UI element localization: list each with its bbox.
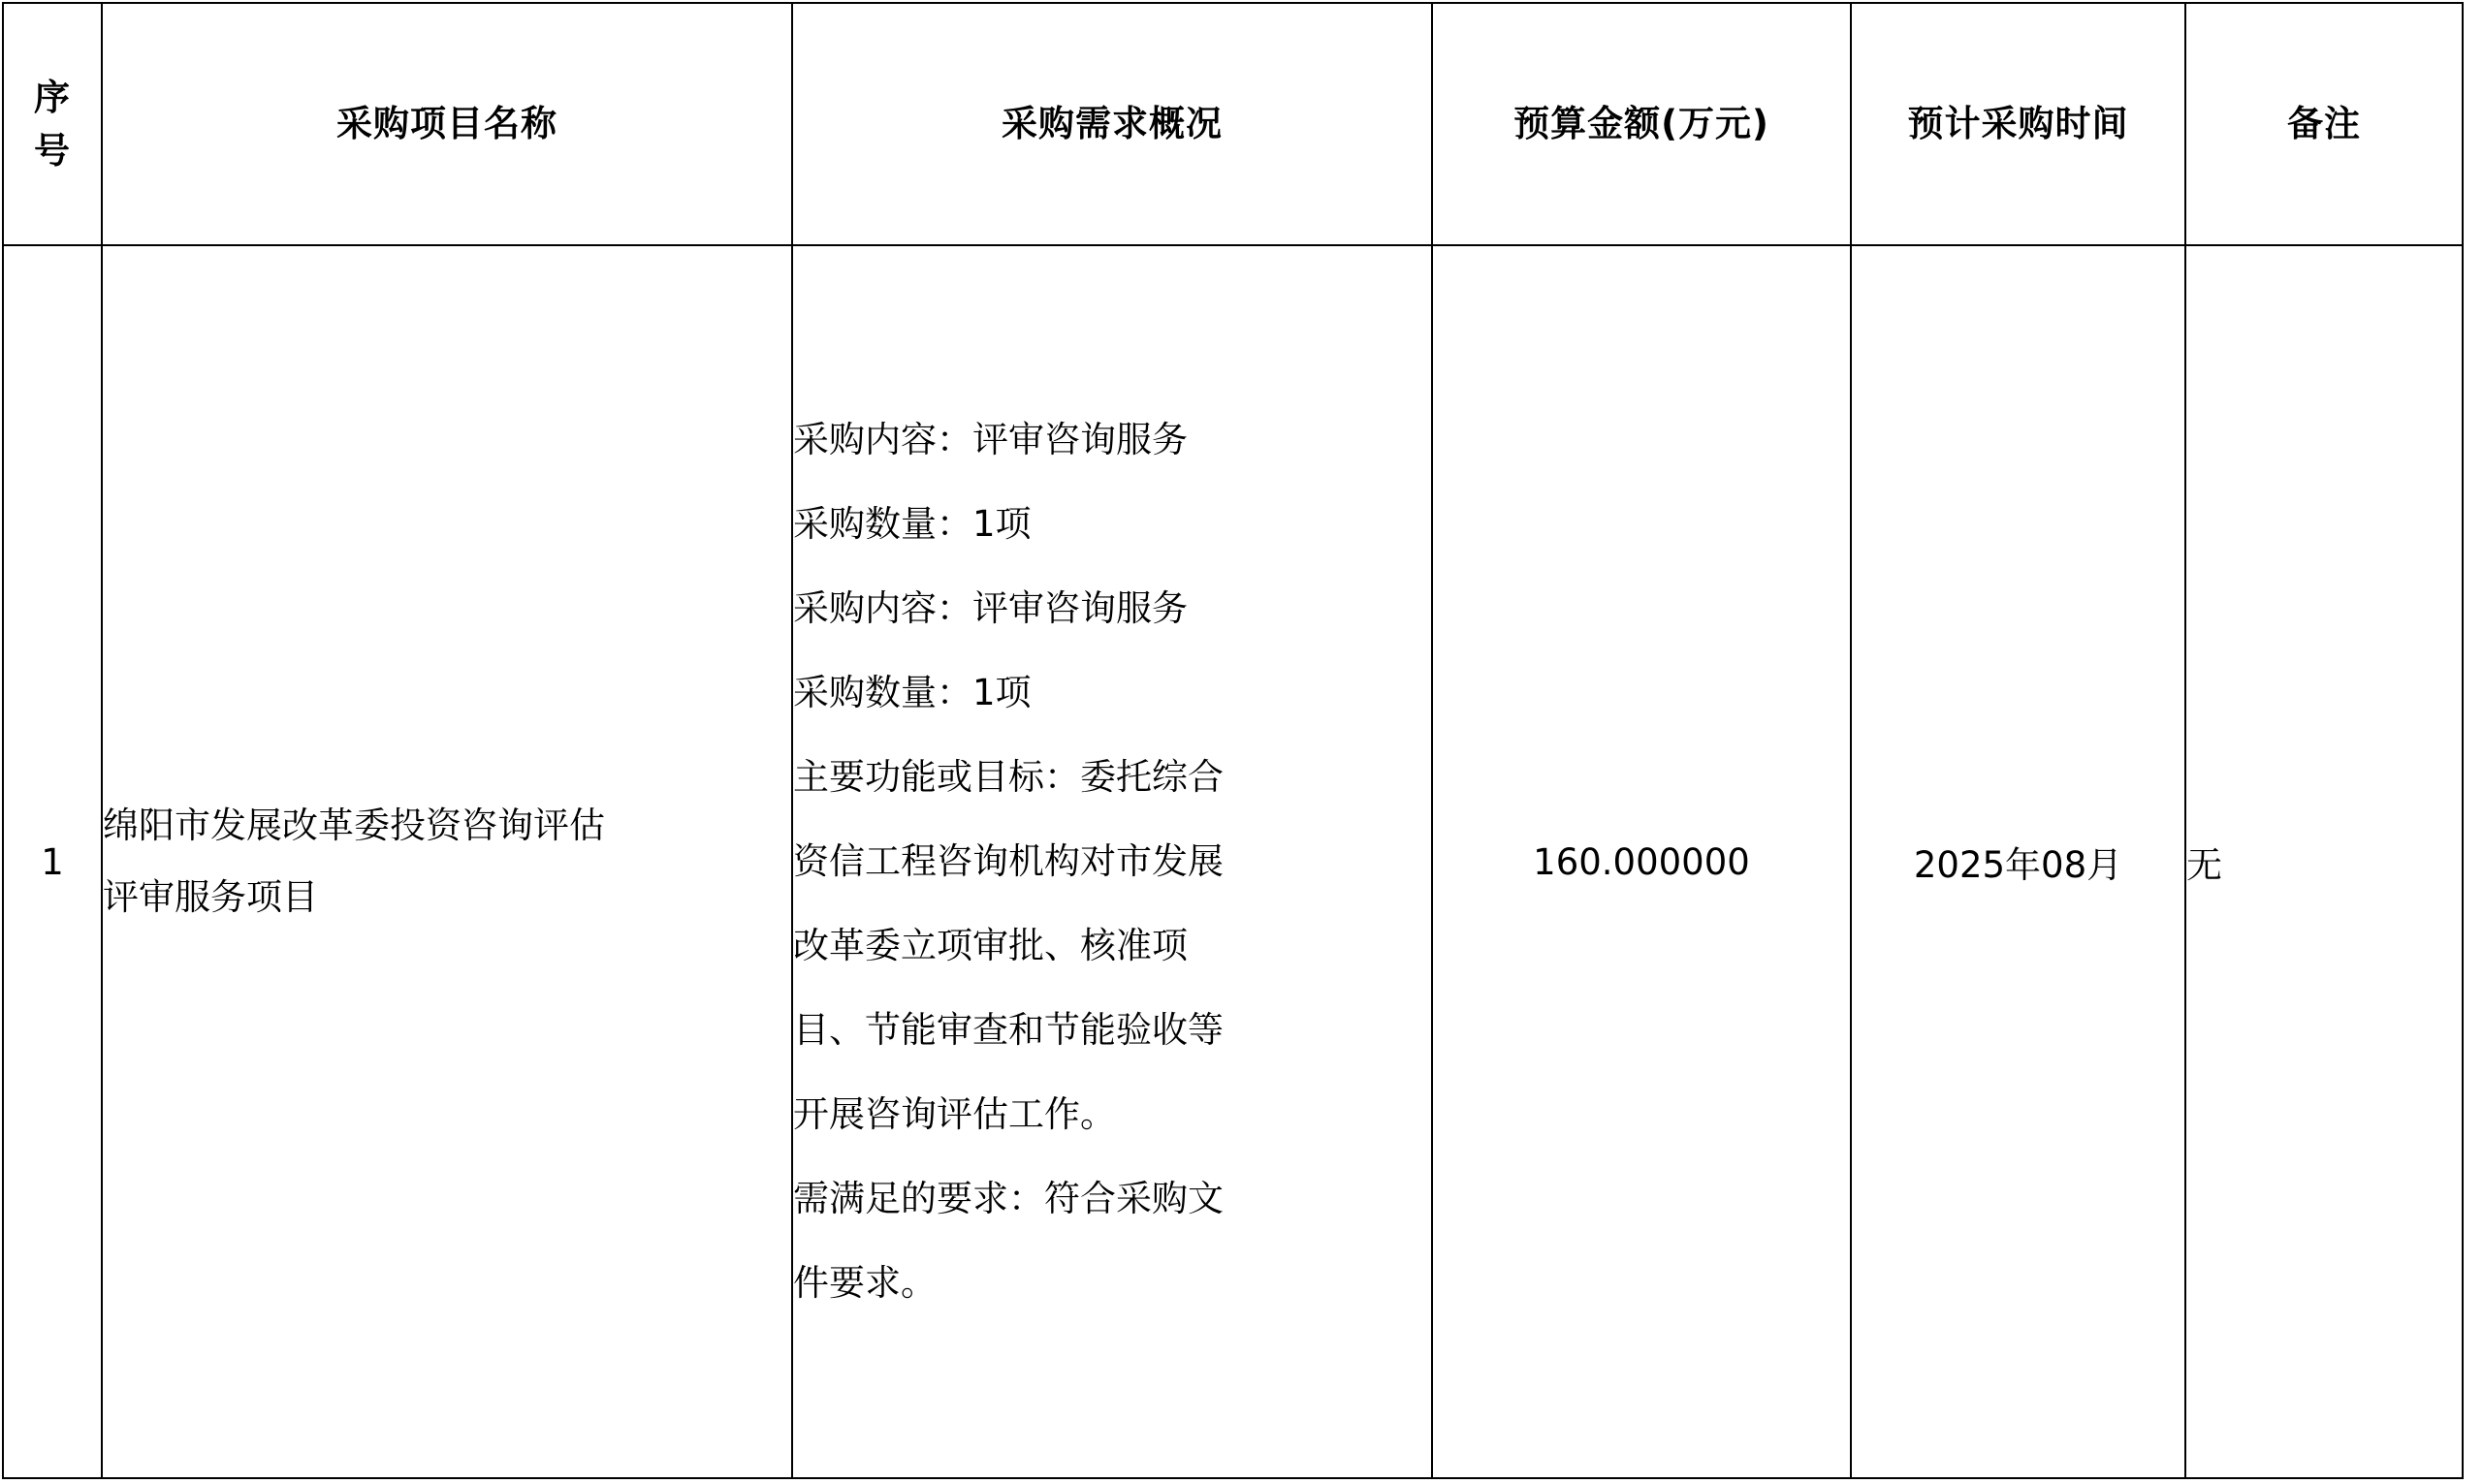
column-header-remark: 备注	[2185, 3, 2463, 245]
cell-seq: 1	[3, 245, 102, 1478]
column-header-seq-line1: 序	[34, 76, 71, 118]
column-header-budget: 预算金额(万元)	[1432, 3, 1851, 245]
demand-line-10: 需满足的要求：符合采购文	[793, 1178, 1224, 1219]
demand-line-7: 改革委立项审批、核准项	[793, 925, 1188, 966]
column-header-project-name: 采购项目名称	[102, 3, 792, 245]
column-header-planned-time: 预计采购时间	[1851, 3, 2185, 245]
column-header-seq	[3, 3, 102, 245]
cell-remark: 无	[2185, 245, 2463, 1478]
cell-planned-time: 2025年08月	[1851, 245, 2185, 1478]
procurement-table	[2, 2, 2464, 1479]
column-header-demand-summary: 采购需求概况	[792, 3, 1432, 245]
demand-line-3: 采购内容：评审咨询服务	[793, 587, 1188, 629]
demand-line-8: 目、节能审查和节能验收等	[793, 1009, 1224, 1051]
cell-project-name	[102, 245, 792, 1478]
table-header-row	[3, 3, 2463, 245]
cell-budget: 160.000000	[1432, 245, 1851, 1478]
demand-line-1: 采购内容：评审咨询服务	[793, 419, 1188, 460]
column-header-seq-line2: 号	[34, 130, 71, 172]
document-page	[0, 2, 2483, 1484]
cell-demand-summary	[792, 245, 1432, 1478]
demand-line-5: 主要功能或目标：委托综合	[793, 756, 1224, 798]
table-row	[3, 245, 2463, 1478]
cell-project-name-line-1: 绵阳市发展改革委投资咨询评估	[103, 805, 605, 846]
demand-line-11: 件要求。	[793, 1262, 937, 1304]
demand-line-9: 开展咨询评估工作。	[793, 1093, 1116, 1135]
cell-project-name-line-2: 评审服务项目	[103, 876, 318, 918]
demand-line-6: 资信工程咨询机构对市发展	[793, 840, 1224, 882]
demand-line-2: 采购数量：1项	[793, 503, 1032, 545]
demand-line-4: 采购数量：1项	[793, 672, 1032, 713]
